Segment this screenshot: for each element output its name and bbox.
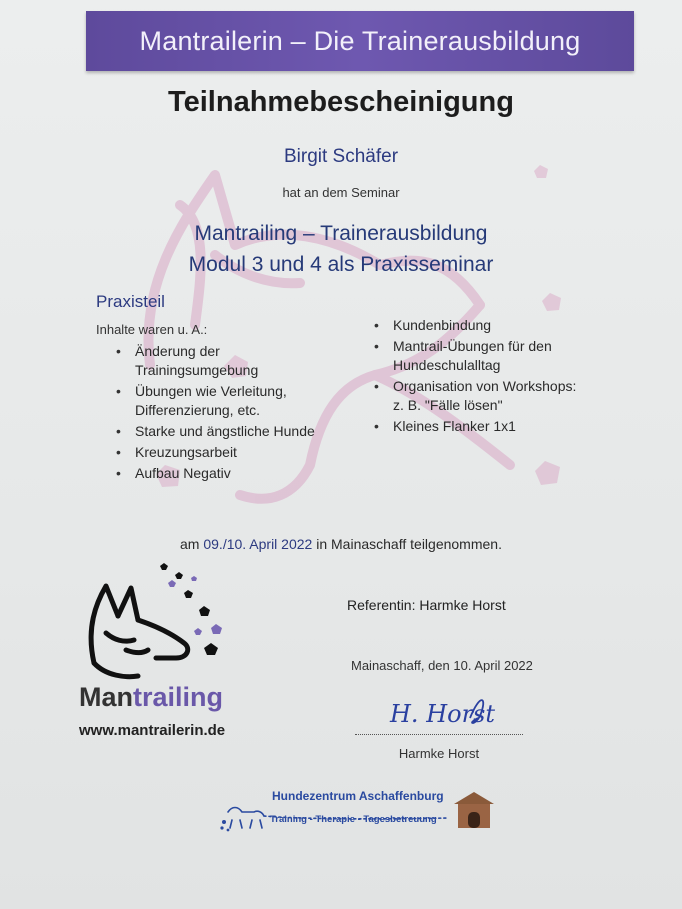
handwritten-signature <box>370 688 500 733</box>
place-date: Mainaschaff, den 10. April 2022 <box>351 658 533 673</box>
course-line-1: Mantrailing – Trainerausbildung <box>194 222 488 245</box>
footer-subtitle: Training - Therapie - Tagesbetreuung <box>270 814 437 825</box>
list-item: • Änderung der Trainingsumgebung <box>115 342 345 380</box>
svg-text:H. Horst: H. Horst <box>390 700 495 728</box>
signature-line <box>355 734 523 735</box>
contents-intro: Inhalte waren u. A.: <box>96 322 208 337</box>
signer-name: Harmke Horst <box>398 746 480 761</box>
list-item: • Aufbau Negativ <box>115 464 345 483</box>
logo-url: www.mantrailerin.de <box>79 722 226 739</box>
list-item: • Kundenbindung <box>373 316 613 335</box>
dog-head-logo-icon <box>76 558 246 743</box>
referent-line: Referentin: Harmke Horst <box>347 597 506 613</box>
section-title: Praxisteil <box>96 292 165 311</box>
course-title <box>0 218 682 280</box>
list-item: • Übungen wie Verleitung, Differenzierung, etc. <box>115 382 345 420</box>
list-item: • Kleines Flanker 1x1 <box>373 417 613 436</box>
attendance-line: am 09./10. April 2022 in Mainaschaff teilgenommen. <box>180 536 502 552</box>
participant-name: Birgit Schäfer <box>283 146 399 167</box>
list-item: • Kreuzungsarbeit <box>115 443 345 462</box>
course-line-2: Modul 3 und 4 als Praxisseminar <box>188 253 494 276</box>
certificate-title: Teilnahmebescheinigung <box>168 86 514 118</box>
contents-list-left <box>115 342 345 485</box>
logo-wordmark: Mantrailing <box>79 682 224 712</box>
footer-title: Hundezentrum Aschaffenburg <box>272 789 444 803</box>
header-banner <box>86 11 634 71</box>
banner-title: Mantrailerin – Die Trainerausbildung <box>139 25 581 56</box>
seminar-intro: hat an dem Seminar <box>282 185 400 200</box>
list-item: • Organisation von Workshops: z. B. "Fälle lösen" <box>373 377 613 415</box>
contents-list-right <box>373 316 613 438</box>
list-item: • Mantrail-Übungen für den Hundeschulalltag <box>373 337 613 375</box>
list-item: • Starke und ängstliche Hunde <box>115 422 345 441</box>
attendance-dates: 09./10. April 2022 <box>203 536 313 552</box>
